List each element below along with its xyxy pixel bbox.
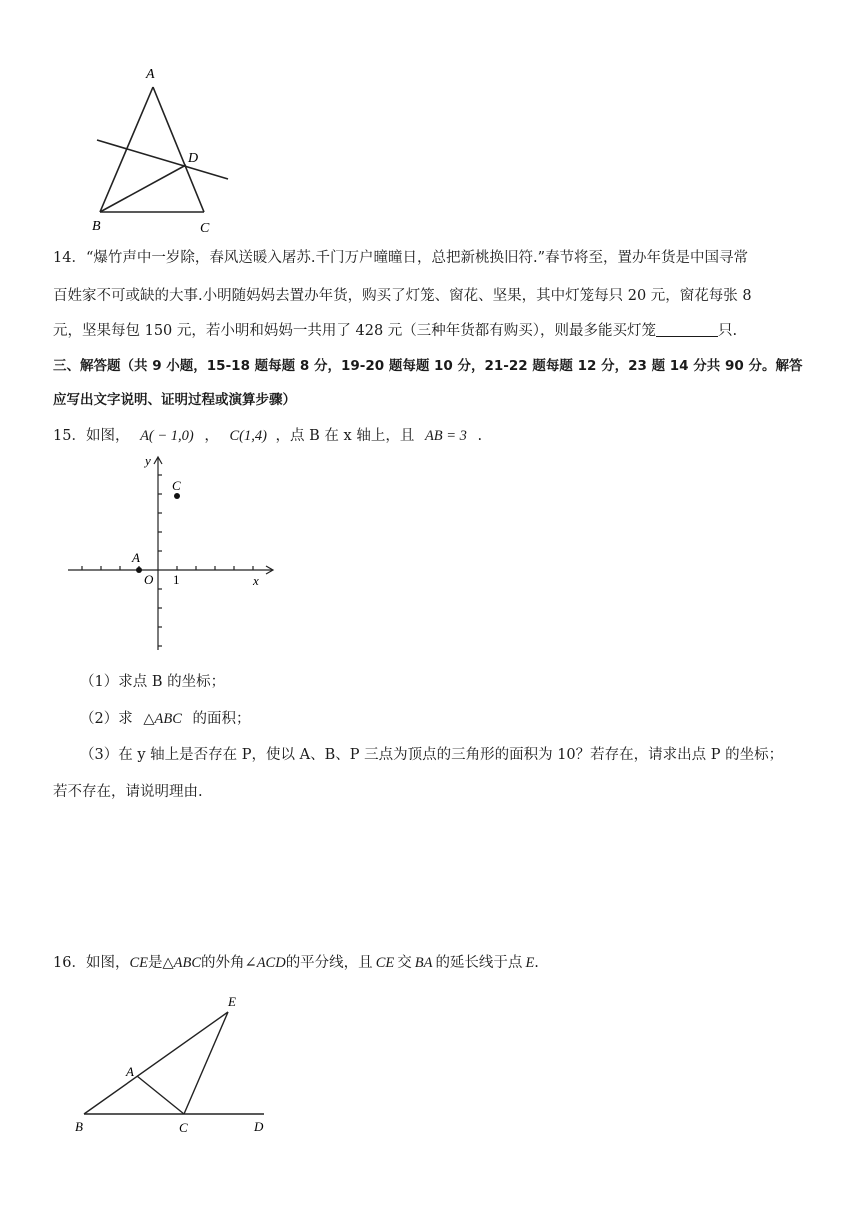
label-x: x xyxy=(253,573,259,588)
y-axis-ticks xyxy=(158,475,162,646)
ce-segment: CE xyxy=(129,955,148,971)
label-a: A xyxy=(132,550,140,565)
q15-end: . xyxy=(477,428,483,444)
q16-t3: 的平分线，且 xyxy=(285,955,373,971)
q16-t5: 的延长线于点 xyxy=(435,955,523,971)
segment-ac xyxy=(137,1076,184,1114)
section-3-header-line2: 应写出文字说明、证明过程或演算步骤） xyxy=(53,392,296,408)
label-b: B xyxy=(75,1119,83,1134)
ce-segment-2: CE xyxy=(375,955,395,971)
label-d: D xyxy=(254,1119,264,1134)
ba-segment: BA xyxy=(414,955,433,971)
abc-triangle: ABC xyxy=(173,955,202,971)
q16-number: 16．如图， xyxy=(53,955,130,971)
triangle-abc-math: △ABC xyxy=(143,711,182,727)
section-3-header-line1: 三、解答题（共 9 小题，15-18 题每题 8 分，19-20 题每题 10 分，21-22 题每题 12 分，23 题 14 分共 90 分。解答 xyxy=(53,358,803,374)
point-a-coord: A( − 1,0) xyxy=(140,428,194,444)
q15-sub2-post: 的面积； xyxy=(192,711,251,727)
label-d: D xyxy=(188,151,199,166)
q14-line1: 14．“爆竹声中一岁除，春风送暖入屠苏.千门万户曈曈日，总把新桃换旧符.”春节将至，置办年货是中国寻常 xyxy=(53,250,748,266)
q16-t6: . xyxy=(534,955,539,971)
tick-label-1: 1 xyxy=(173,572,180,587)
acd-angle: ACD xyxy=(256,955,286,971)
label-a: A xyxy=(146,67,155,82)
q14-line3 xyxy=(53,321,737,341)
label-e: E xyxy=(228,994,236,1009)
label-y: y xyxy=(145,453,151,468)
q15-number: 15．如图， xyxy=(53,428,130,444)
answer-blank xyxy=(656,322,718,337)
q15-sub1: （1）求点 B 的坐标； xyxy=(80,674,226,690)
label-o: O xyxy=(144,572,154,587)
point-c-coord: C(1,4) xyxy=(229,428,267,444)
q16-t2: 的外角∠ xyxy=(201,955,257,971)
q14-line2: 百姓家不可或缺的大事.小明随妈妈去置办年货，购买了灯笼、窗花、坚果，其中灯笼每只 20 元，窗花每张 8 xyxy=(53,288,752,304)
q16-intro xyxy=(53,953,539,973)
point-e: E xyxy=(525,955,535,971)
q15-sub3-line2: 若不存在，请说明理由. xyxy=(53,784,203,800)
q14-line3-text: 元，坚果每包 150 元，若小明和妈妈一共用了 428 元（三种年货都有购买），则最多能买灯笼 xyxy=(53,323,657,339)
label-c: C xyxy=(172,478,181,493)
label-b: B xyxy=(92,219,101,234)
triangle-bisector-figure xyxy=(70,990,280,1140)
q15-sub3-line1: （3）在 y 轴上是否存在 P，使以 A、B、P 三点为顶点的三角形的面积为 10？若存在，请求出点 P 的坐标； xyxy=(80,747,784,763)
point-a-dot xyxy=(136,567,142,573)
label-c: C xyxy=(200,221,210,236)
q15-sub2 xyxy=(80,709,251,729)
coordinate-plane-figure xyxy=(60,450,280,660)
label-c: C xyxy=(179,1120,188,1135)
q15-sub2-pre: （2）求 xyxy=(80,711,133,727)
q16-t4: 交 xyxy=(397,955,412,971)
segment-ac xyxy=(153,87,204,212)
ab-length: AB = 3 xyxy=(424,428,467,444)
q15-sep: ， xyxy=(204,428,219,444)
q15-mid: ，点 B 在 x 轴上，且 xyxy=(275,428,415,444)
point-c-dot xyxy=(174,493,180,499)
segment-bd xyxy=(100,165,186,212)
q15-intro xyxy=(53,426,482,446)
triangle-abcd-figure xyxy=(80,60,250,240)
q14-line3-end: 只. xyxy=(718,323,738,339)
label-a: A xyxy=(126,1064,134,1079)
q16-t1: 是△ xyxy=(147,955,174,971)
